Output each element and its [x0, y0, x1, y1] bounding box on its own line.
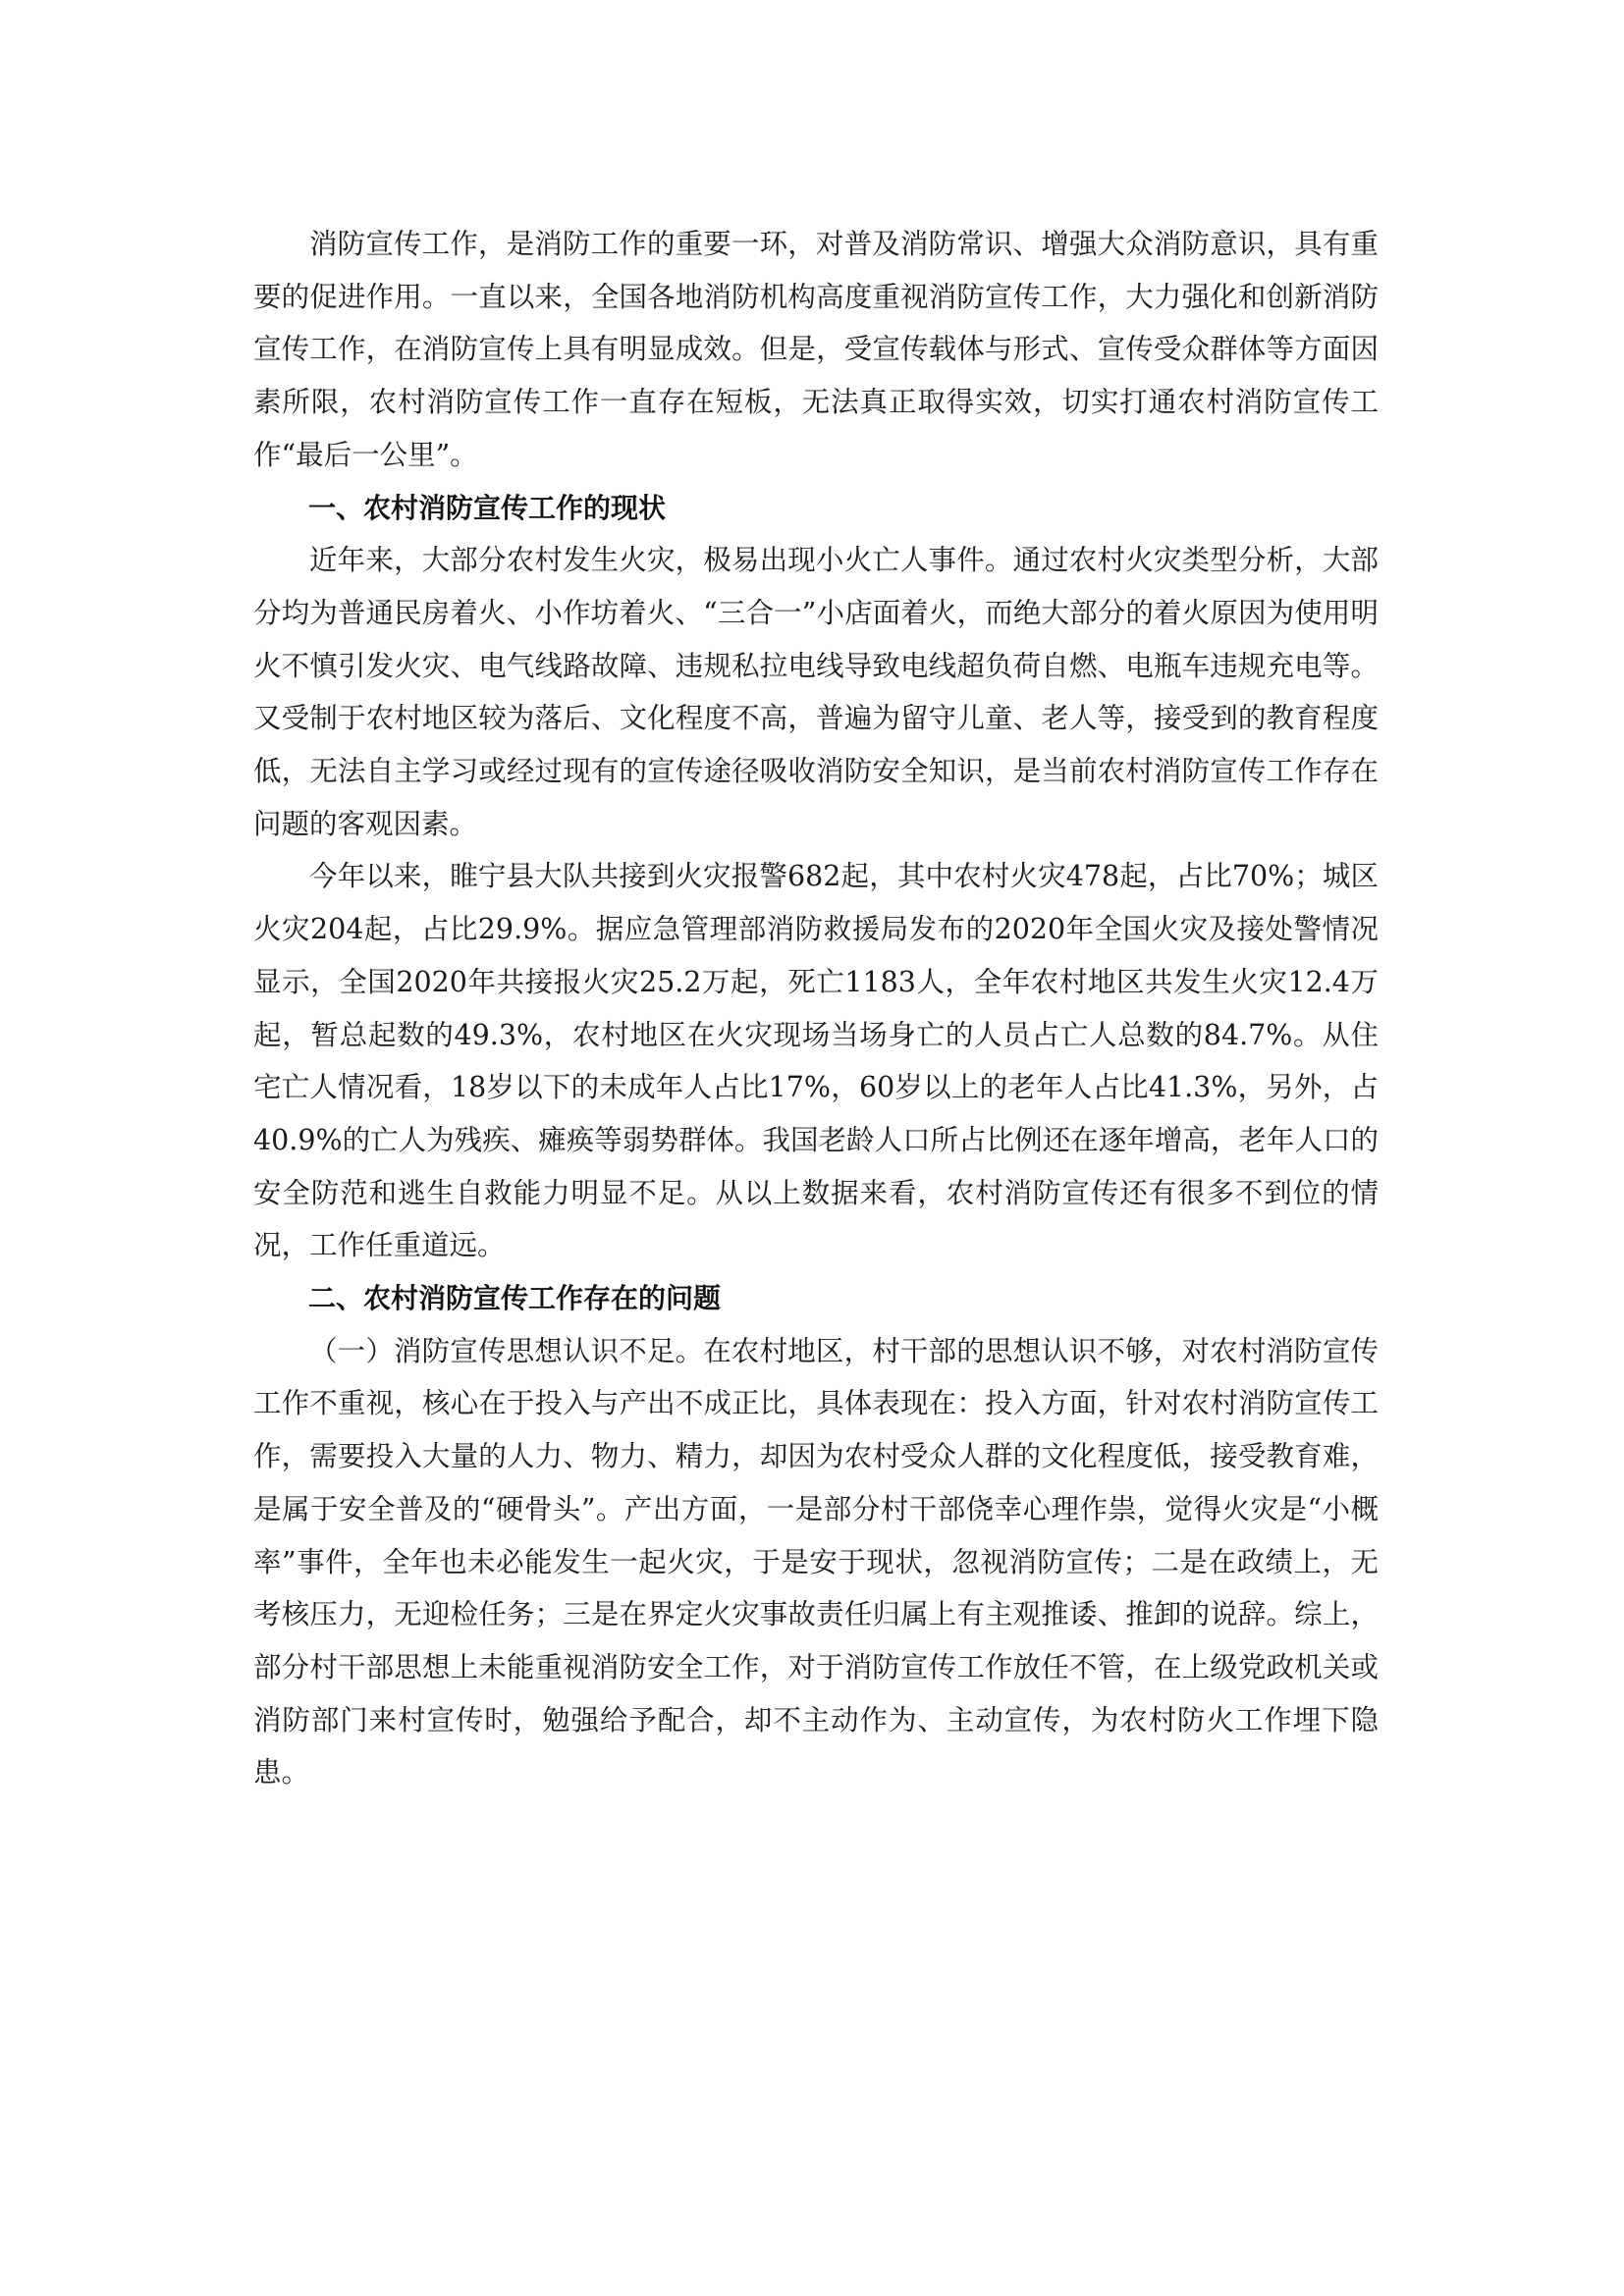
intro-paragraph: 消防宣传工作，是消防工作的重要一环，对普及消防常识、增强大众消防意识，具有重要的促进作用。一直以来，全国各地消防机构高度重视消防宣传工作，大力强化和创新消防宣传工作，在消防宣传上具有明显成效。但是，受宣传载体与形式、宣传受众群体等方面因素所限，农村消防宣传工作一直存在短板，无法真正取得实效，切实打通农村消防宣传工作“最后一公里”。: [253, 228, 1379, 471]
section-heading-2: 二、农村消防宣传工作存在的问题: [308, 1282, 722, 1315]
status-paragraph: 近年来，大部分农村发生火灾，极易出现小火亡人事件。通过农村火灾类型分析，大部分均为普通民房着火、小作坊着火、“三合一”小店面着火，而绝大部分的着火原因为使用明火不慎引发火灾、电气线路故障、违规私拉电线导致电线超负荷自燃、电瓶车违规充电等。又受制于农村地区较为落后、文化程度不高，普遍为留守儿童、老人等，接受到的教育程度低，无法自主学习或经过现有的宣传途径吸收消防安全知识，是当前农村消防宣传工作存在问题的客观因素。: [253, 544, 1379, 840]
statistics-paragraph: 今年以来，睢宁县大队共接到火灾报警682起，其中农村火灾478起，占比70%；城区火灾204起，占比29.9%。据应急管理部消防救援局发布的2020年全国火灾及接处警情况显示，全国2020年共接报火灾25.2万起，死亡1183人，全年农村地区共发生火灾12.4万起，暂总起数的49.3%，农村地区在火灾现场当场身亡的人员占亡人总数的84.7%。从住宅亡人情况看，18岁以下的未成年人占比17%，60岁以上的老年人占比41.3%，另外，占40.9%的亡人为残疾、瘫痪等弱势群体。我国老龄人口所占比例还在逐年增高，老年人口的安全防范和逃生自救能力明显不足。从以上数据来看，农村消防宣传还有很多不到位的情况，工作任重道远。: [253, 860, 1379, 1262]
problem-paragraph-1: （一）消防宣传思想认识不足。在农村地区，村干部的思想认识不够，对农村消防宣传工作不重视，核心在于投入与产出不成正比，具体表现在：投入方面，针对农村消防宣传工作，需要投入大量的人力、物力、精力，却因为农村受众人群的文化程度低，接受教育难，是属于安全普及的“硬骨头”。产出方面，一是部分村干部侥幸心理作祟，觉得火灾是“小概率”事件，全年也未必能发生一起火灾，于是安于现状，忽视消防宣传；二是在政绩上，无考核压力，无迎检任务；三是在界定火灾事故责任归属上有主观推诿、推卸的说辞。综上，部分村干部思想上未能重视消防安全工作，对于消防宣传工作放任不管，在上级党政机关或消防部门来村宣传时，勉强给予配合，却不主动作为、主动宣传，为农村防火工作埋下隐患。: [253, 1334, 1379, 1789]
section-heading-1: 一、农村消防宣传工作的现状: [308, 491, 667, 524]
